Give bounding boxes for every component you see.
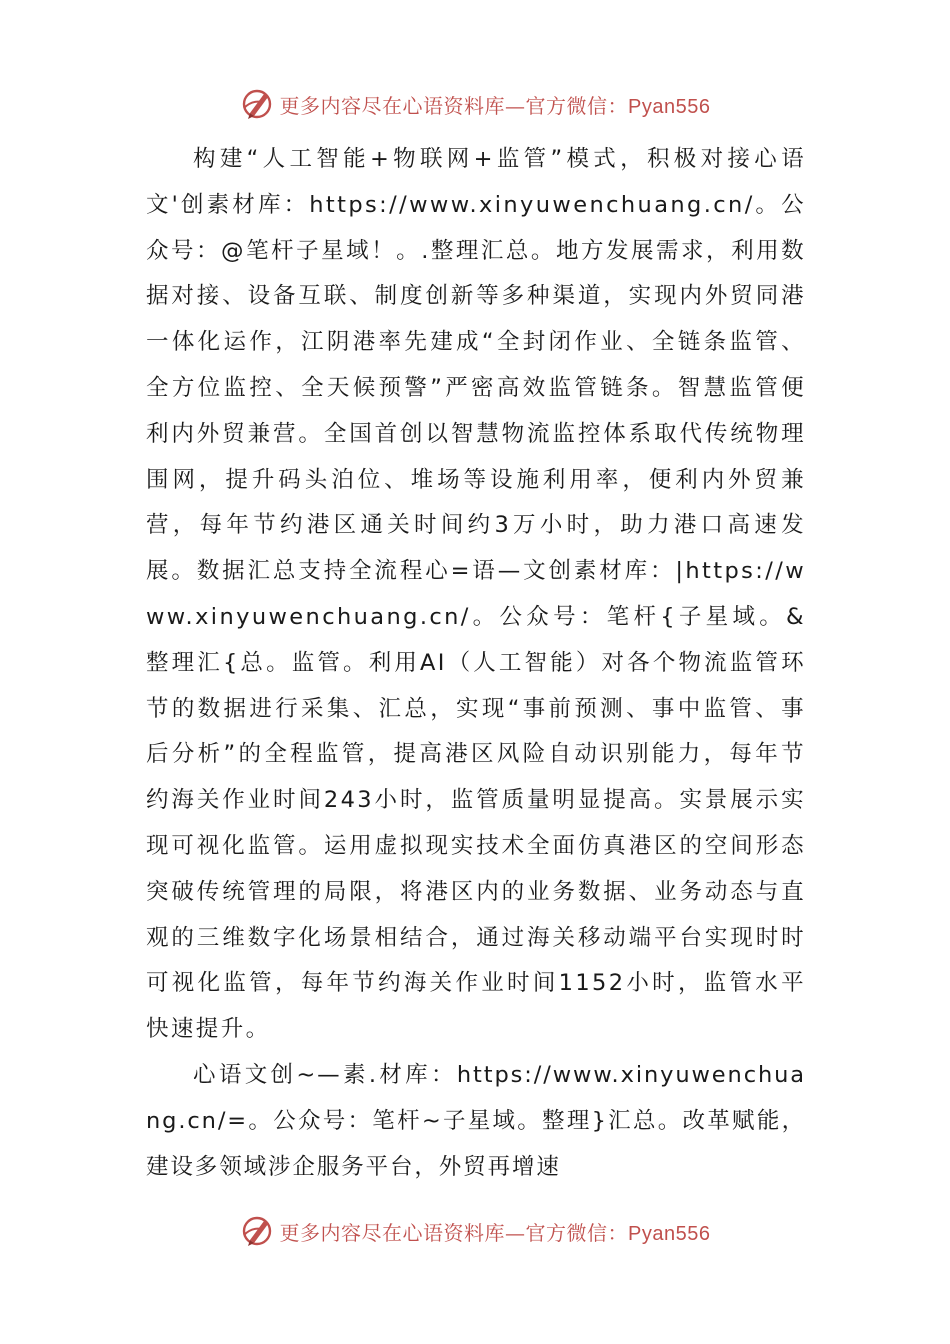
banner-text xyxy=(280,1217,711,1246)
document-body xyxy=(146,137,806,1190)
wechat-id: Pyan556 xyxy=(628,95,711,118)
banner-slogan: 更多内容尽在心语资料库—官方微信： xyxy=(279,93,629,118)
wechat-id: Pyan556 xyxy=(628,1222,711,1245)
banner-slogan: 更多内容尽在心语资料库—官方微信： xyxy=(279,1220,629,1245)
pen-logo-icon xyxy=(240,86,276,122)
paragraph: 心语文创~—素.材库：https://www.xinyuwenchuang.cn/=。公众号：笔杆~子星域。整理}汇总。改革赋能，建设多领域涉企服务平台，外贸再增速 xyxy=(146,1061,806,1180)
header-banner xyxy=(0,82,950,126)
pen-logo-icon xyxy=(240,1213,276,1249)
banner-text xyxy=(280,90,711,119)
paragraph: 构建“人工智能+物联网+监管”模式，积极对接心语文'创素材库：https://www.xinyuwenchuang.cn/。公众号：@笔杆子星域！。.整理汇总。地方发展需求，利用数据对接、设备互联、制度创新等多种渠道，实现内外贸同港一体化运作，江阴港率先建成“全封闭作业、全链条监管、全方位监控、全天候预警”严密高效监管链条。智慧监管便利内外贸兼营。全国首创以智慧物流监控体系取代传统物理围网，提升码头泊位、堆场等设施利用率，便利内外贸兼营，每年节约港区通关时间约3万小时，助力港口高速发展。数据汇总支持全流程心=语—文创素材库：|https://www.xinyuwenchuang.cn/。公众号：笔杆{子星域。&整理汇{总。监管。利用AI（人工智能）对各个物流监管环节的数据进行采集、汇总，实现“事前预测、事中监管、事后分析”的全程监管，提高港区风险自动识别能力，每年节约海关作业时间243小时，监管质量明显提高。实景展示实现可视化监管。运用虚拟现实技术全面仿真港区的空间形态突破传统管理的局限，将港区内的业务数据、业务动态与直观的三维数字化场景相结合，通过海关移动端平台实现时时可视化监管，每年节约海关作业时间1152小时，监管水平快速提升。 xyxy=(146,146,806,1043)
footer-banner xyxy=(0,1209,950,1253)
